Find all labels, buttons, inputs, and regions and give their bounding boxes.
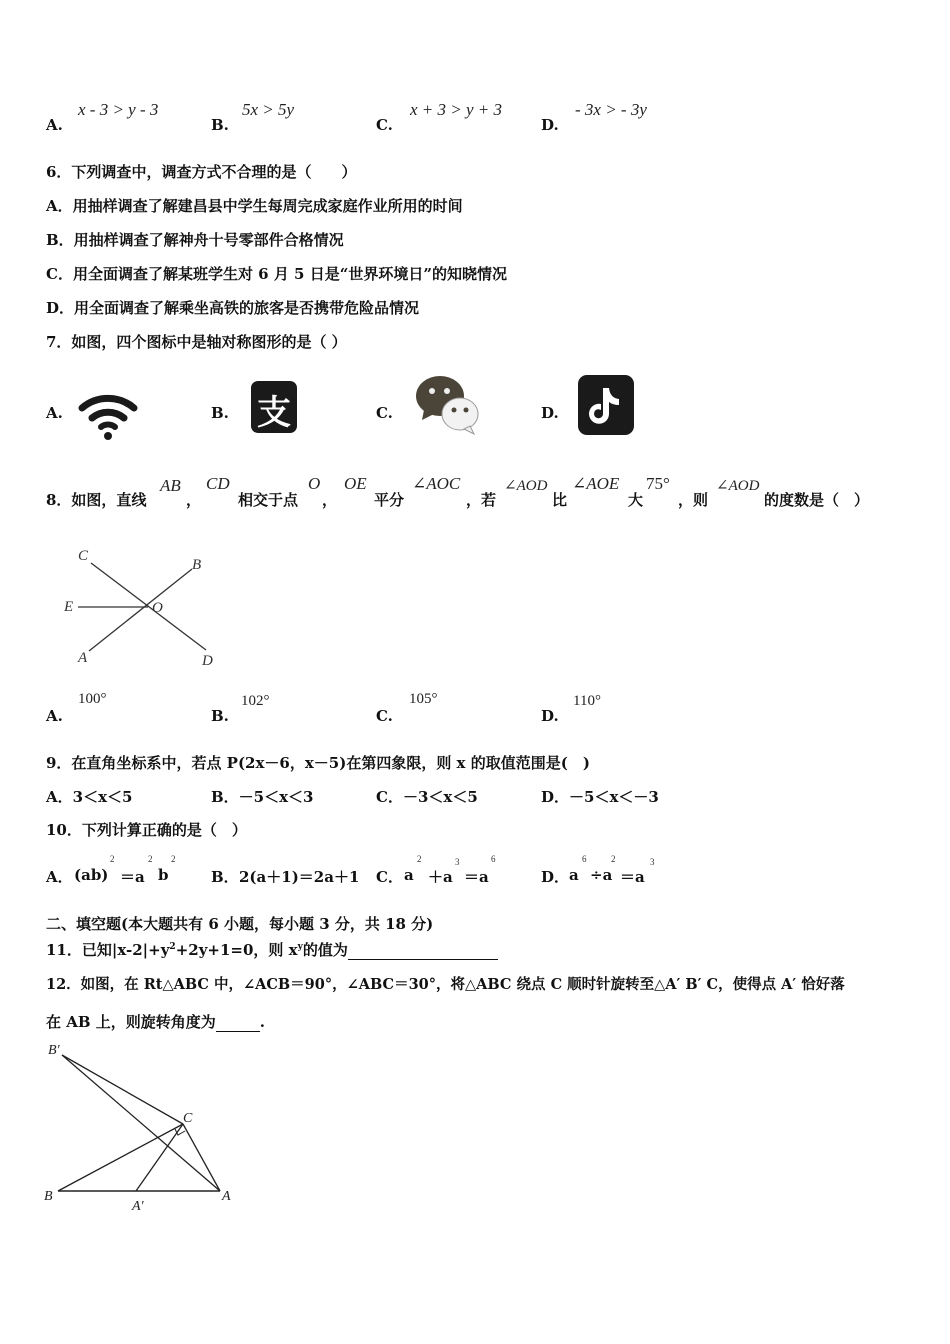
q5-option-c: x + 3 > y + 3 xyxy=(410,100,503,119)
q11-sup-2: y xyxy=(297,942,303,952)
q8-label-c: C. xyxy=(376,707,393,725)
q9-option-c: C．－3＜x＜5 xyxy=(376,788,478,806)
q10-label-b: B． xyxy=(211,868,239,886)
line-ab xyxy=(89,569,192,651)
q9-option-a: A．3＜x＜5 xyxy=(46,788,133,806)
q12-figure xyxy=(40,1040,240,1215)
alipay-icon xyxy=(251,381,297,433)
q6-option-b: B．用抽样调查了解神舟十号零部件合格情况 xyxy=(46,231,344,249)
segment-b-prime-a xyxy=(62,1055,220,1191)
q12-line-2-text: 在 AB 上，则旋转角度为 xyxy=(46,1013,216,1031)
q10-a-sup-1: 2 xyxy=(110,854,115,864)
q8-stem-8: 大 xyxy=(628,491,644,509)
q10-c-rest-1: ＋a xyxy=(428,868,453,886)
fig12-label-a: A xyxy=(222,1189,231,1204)
segment-b-c xyxy=(58,1124,183,1191)
q5-label-b: B. xyxy=(211,116,229,134)
q5-option-b: 5x > 5y xyxy=(242,100,295,119)
q10-d-sup-1: 6 xyxy=(582,854,587,864)
q11-sup-1: 2 xyxy=(169,942,176,952)
wechat-icon xyxy=(414,374,480,436)
q8-math-75: 75° xyxy=(646,474,670,493)
q10-label-c: C． xyxy=(376,868,403,886)
fig12-label-a-prime: A′ xyxy=(132,1199,144,1214)
q11-stem-a: 11．已知|x-2|+y xyxy=(46,941,170,959)
fig8-label-b: B xyxy=(192,557,202,573)
fig8-label-a: A xyxy=(78,650,88,666)
q5-label-c: C. xyxy=(376,116,393,134)
fig12-label-b: B xyxy=(44,1189,53,1204)
q10-a-base: (ab) xyxy=(74,866,109,884)
q6-option-a: A．用抽样调查了解建昌县中学生每周完成家庭作业所用的时间 xyxy=(46,197,463,215)
q10-d-sup-2: 2 xyxy=(611,854,616,864)
wifi-icon xyxy=(78,386,138,442)
q8-figure xyxy=(56,540,226,670)
fig8-label-e: E xyxy=(64,599,74,615)
q10-d-rest-2: ＝a xyxy=(620,868,645,886)
q8-math-aod-2: ∠AOD xyxy=(716,478,760,494)
q5-option-a: x - 3 > y - 3 xyxy=(78,100,159,119)
q10-label-a: A． xyxy=(46,868,73,886)
q7-label-d: D. xyxy=(541,404,559,422)
q10-stem: 10．下列计算正确的是（ ） xyxy=(46,821,247,839)
q6-stem: 6．下列调查中，调查方式不合理的是（ ） xyxy=(46,163,357,181)
q8-stem-10: 的度数是（ ） xyxy=(764,491,870,509)
q6-option-d: D．用全面调查了解乘坐高铁的旅客是否携带危险品情况 xyxy=(46,299,420,317)
q8-label-b: B. xyxy=(211,707,229,725)
q10-label-d: D． xyxy=(541,868,570,886)
q8-stem-5: 平分 xyxy=(374,491,405,509)
q9-option-b: B．－5＜x＜3 xyxy=(211,788,314,806)
tiktok-icon xyxy=(577,374,635,436)
q11-stem-b: +2y+1=0，则 x xyxy=(175,941,298,959)
q10-d-rest-1: ÷a xyxy=(590,866,613,884)
fig8-label-o: O xyxy=(152,600,163,616)
q11-stem xyxy=(46,939,498,960)
q10-c-rest-2: ＝a xyxy=(464,868,489,886)
q8-stem-1: 8．如图，直线 xyxy=(46,491,147,509)
q8-math-aoc: ∠AOC xyxy=(412,474,461,493)
q10-c-sup-1: 2 xyxy=(417,854,422,864)
q10-d-sup-3: 3 xyxy=(650,857,655,867)
fig12-label-b-prime: B′ xyxy=(48,1043,60,1058)
q8-math-ab: AB xyxy=(160,476,181,495)
fig8-label-d: D xyxy=(202,653,213,669)
q10-a-rest-1: ＝a xyxy=(120,868,145,886)
q10-c-base: a xyxy=(404,866,414,884)
fig12-label-c: C xyxy=(183,1111,193,1126)
q8-stem-7: 比 xyxy=(552,491,568,509)
q8-stem-2: ， xyxy=(186,491,202,509)
q8-math-o: O xyxy=(308,474,321,493)
q11-answer-blank[interactable] xyxy=(348,945,498,960)
q9-option-d: D．－5＜x＜－3 xyxy=(541,788,659,806)
q10-option-b: 2(a＋1)＝2a＋1 xyxy=(239,868,360,886)
alipay-glyph: 支 xyxy=(257,393,291,433)
q8-math-aod: ∠AOD xyxy=(504,478,548,494)
q10-a-sup-3: 2 xyxy=(171,854,176,864)
q6-option-c: C．用全面调查了解某班学生对 6 月 5 日是“世界环境日”的知晓情况 xyxy=(46,265,507,283)
q7-label-c: C. xyxy=(376,404,393,422)
q9-stem: 9．在直角坐标系中，若点 P(2x－6，x－5)在第四象限，则 x 的取值范围是( ) xyxy=(46,754,590,772)
segment-c-a xyxy=(183,1124,220,1191)
q8-stem-6: ，若 xyxy=(466,491,497,509)
q8-stem-4: ， xyxy=(322,491,338,509)
segment-b-prime-c xyxy=(62,1055,183,1124)
q8-stem-3: 相交于点 xyxy=(238,491,299,509)
q5-label-d: D. xyxy=(541,116,559,134)
q7-stem: 7．如图，四个图标中是轴对称图形的是（ ） xyxy=(46,333,347,351)
q5-option-d: - 3x > - 3y xyxy=(575,100,647,119)
fig8-label-c: C xyxy=(78,548,89,564)
q7-label-a: A. xyxy=(46,404,63,422)
q5-label-a: A. xyxy=(46,116,63,134)
q8-option-a: 100° xyxy=(78,691,107,707)
q12-answer-blank[interactable] xyxy=(216,1017,260,1032)
q10-a-sup-2: 2 xyxy=(148,854,153,864)
q8-math-oe: OE xyxy=(344,474,367,493)
q8-math-cd: CD xyxy=(206,474,230,493)
q8-math-aoe: ∠AOE xyxy=(572,474,620,493)
section2-title: 二、填空题(本大题共有 6 小题，每小题 3 分，共 18 分) xyxy=(46,915,434,933)
q11-stem-c: 的值为 xyxy=(302,941,348,959)
q10-c-sup-2: 3 xyxy=(455,857,460,867)
q8-option-c: 105° xyxy=(409,691,438,707)
q12-line-1: 12．如图，在 Rt△ABC 中，∠ACB＝90°，∠ABC＝30°，将△ABC 绕点 C 顺时针旋转至△A′ B′ C，使得点 A′ 恰好落 xyxy=(46,976,845,993)
q7-label-b: B. xyxy=(211,404,229,422)
q8-label-a: A. xyxy=(46,707,63,725)
q10-d-base: a xyxy=(569,866,579,884)
q8-option-b: 102° xyxy=(241,693,270,709)
q8-stem-9: ，则 xyxy=(678,491,709,509)
q12-line-2 xyxy=(46,1011,265,1032)
q8-label-d: D. xyxy=(541,707,559,725)
q10-a-rest-2: b xyxy=(158,866,169,884)
q12-line-2-end: . xyxy=(259,1013,265,1031)
segment-a-prime-c xyxy=(136,1124,183,1191)
q8-option-d: 110° xyxy=(573,693,601,709)
q10-c-sup-3: 6 xyxy=(491,854,496,864)
